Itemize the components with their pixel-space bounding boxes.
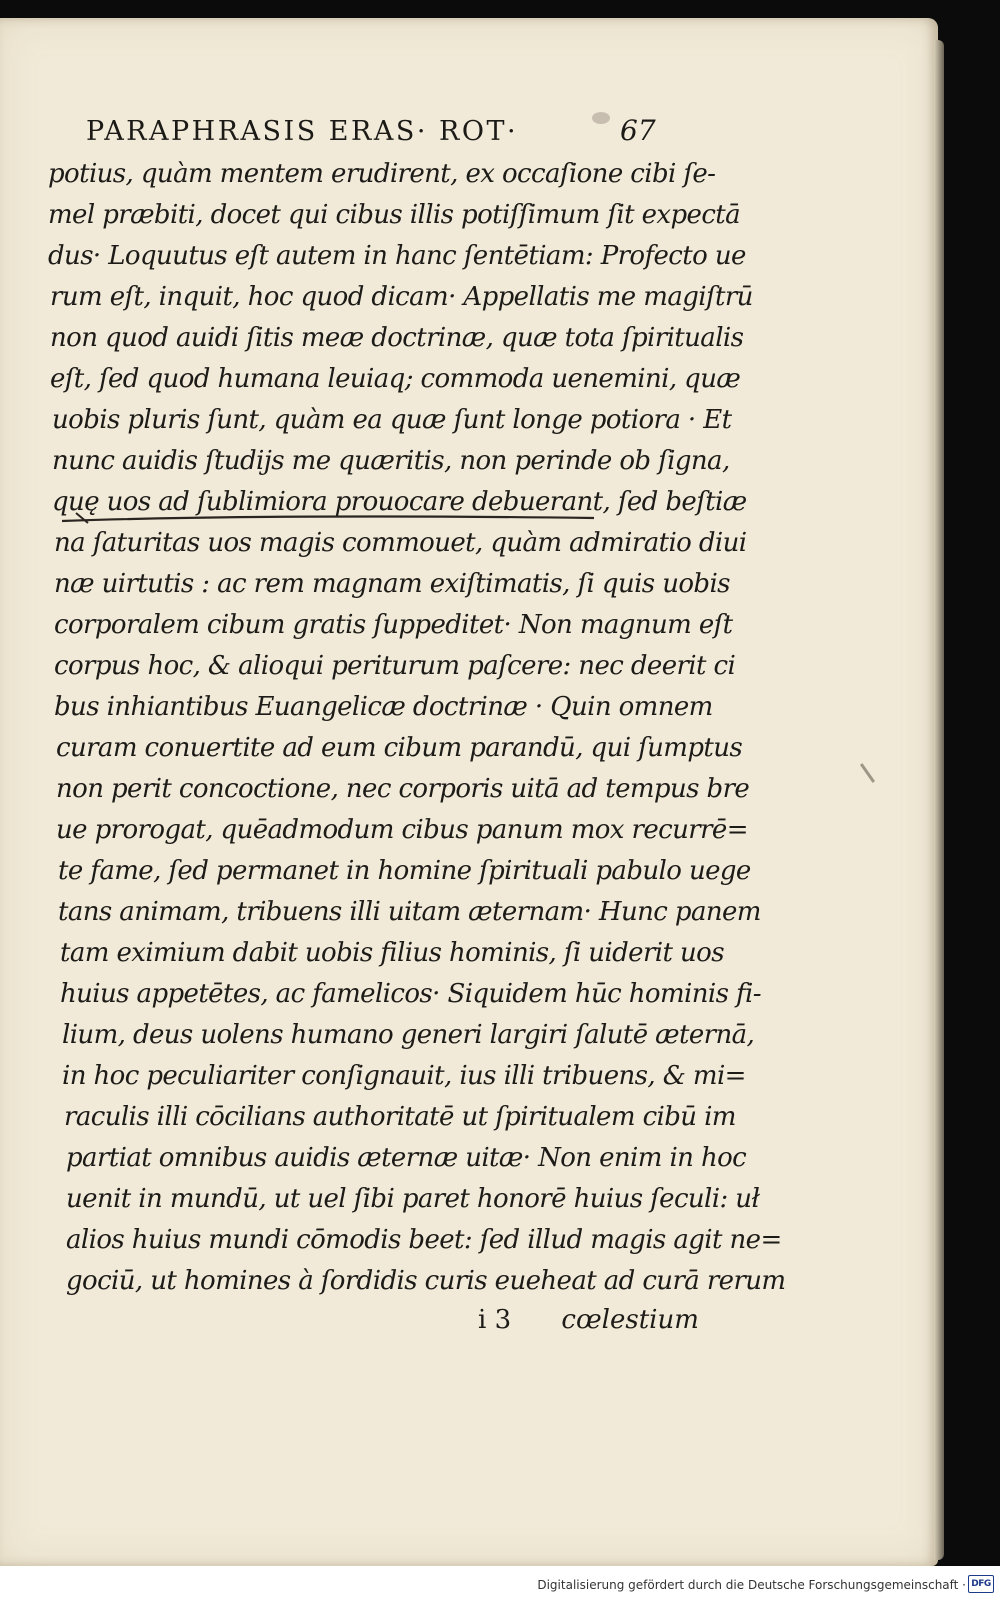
digitization-credit-bar (0, 1566, 1000, 1606)
text-line: curam conuertite ad eum cibum parandū, qui ſumptus (56, 733, 743, 763)
text-line: bus inhiantibus Euangelicæ doctrinæ · Quin omnem (54, 692, 713, 722)
text-line: in hoc peculiariter conſignauit, ius illi tribuens, & mi= (62, 1061, 746, 1091)
text-line: nunc auidis ſtudijs me quæritis, non perinde ob ſigna, (52, 446, 730, 476)
text-line: uenit in mundū, ut uel ſibi paret honorē huius ſeculi: uł (66, 1184, 760, 1214)
text-line: næ uirtutis : ac rem magnam exiſtimatis, ſi quis uobis (54, 569, 730, 599)
text-line: gociū, ut homines à ſordidis curis eueheat ad curā rerum (66, 1266, 786, 1296)
text-line: mel præbiti, docet qui cibus illis potiſſimum ſit expectā (48, 200, 741, 230)
folio-number: 67 (620, 114, 656, 147)
text-line: potius, quàm mentem erudirent, ex occaſione cibi ſe- (48, 159, 716, 189)
text-line: huius appetētes, ac famelicos· Siquidem hūc hominis fi- (60, 979, 761, 1009)
text-line: lium, deus uolens humano generi largiri ſalutē æternā, (62, 1020, 755, 1050)
text-line: eſt, ſed quod humana leuiaq; commoda uenemini, quæ (50, 364, 741, 394)
text-line: tam eximium dabit uobis filius hominis, ſi uiderit uos (60, 938, 724, 968)
text-line: dus· Loquutus eſt autem in hanc ſentētiam: Profecto ue (48, 241, 746, 271)
text-line: uobis pluris ſunt, quàm ea quæ ſunt longe potiora · Et (52, 405, 732, 435)
text-line: non perit concoctione, nec corporis uitā ad tempus bre (56, 774, 750, 804)
running-title: PARAPHRASIS ERAS· ROT· (86, 116, 519, 147)
text-line: corporalem cibum gratis ſuppeditet· Non magnum eſt (54, 610, 733, 640)
text-line: na ſaturitas uos magis commouet, quàm admiratio diui (54, 528, 747, 558)
funding-credit: Digitalisierung gefördert durch die Deutsche Forschungsgemeinschaft · (537, 1578, 966, 1592)
running-head (86, 116, 686, 156)
dfg-logo: DFG (968, 1575, 994, 1593)
text-line: non quod auidi ſitis meæ doctrinæ, quæ tota ſpiritualis (50, 323, 744, 353)
text-line: te fame, ſed permanet in homine ſpirituali pabulo uege (58, 856, 751, 886)
text-line: tans animam, tribuens illi uitam æternam· Hunc panem (58, 897, 761, 927)
text-line: alios huius mundi cōmodis beet: ſed illud magis agit ne= (66, 1225, 782, 1255)
text-line: corpus hoc, & alioqui periturum paſcere: nec deerit ci (54, 651, 736, 681)
text-block (46, 154, 786, 1334)
text-line: partiat omnibus auidis æternæ uitæ· Non enim in hoc (66, 1143, 747, 1173)
text-line: ue prorogat, quēadmodum cibus panum mox recurrē= (56, 815, 748, 845)
page-edge (934, 40, 944, 1560)
signature-mark: i 3 (478, 1305, 512, 1335)
page-footer (478, 1300, 699, 1340)
text-line: quę uos ad ſublimiora prouocare debuerant, ſed beſtiæ (52, 487, 747, 517)
text-line: rum eſt, inquit, hoc quod dicam· Appellatis me magiſtrū (50, 282, 753, 312)
text-line: raculis illi cōcilians authoritatē ut ſpiritualem cibū im (64, 1102, 736, 1132)
catchword: cœlestium (561, 1305, 699, 1335)
